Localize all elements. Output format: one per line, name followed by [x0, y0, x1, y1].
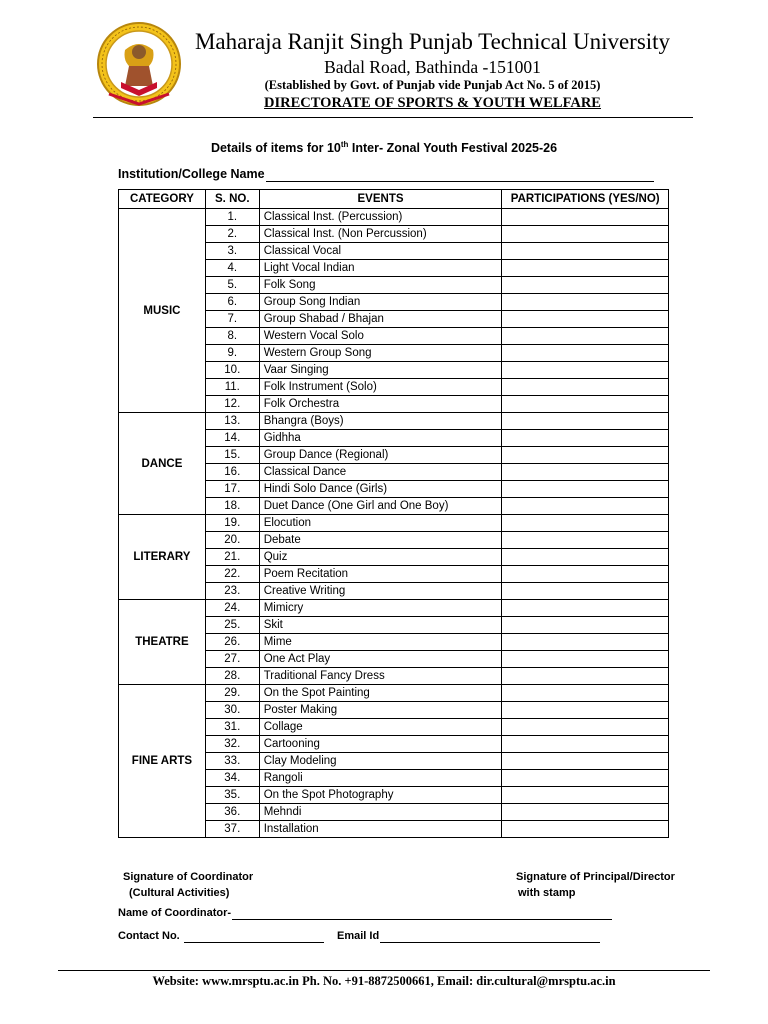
- event-name-cell: Debate: [259, 532, 502, 549]
- event-name-cell: Group Shabad / Bhajan: [259, 311, 502, 328]
- event-name-cell: Poster Making: [259, 702, 502, 719]
- email-field[interactable]: [380, 931, 600, 943]
- event-name-cell: Mehndi: [259, 804, 502, 821]
- participation-cell[interactable]: [502, 821, 669, 838]
- serial-number-cell: 17.: [205, 481, 259, 498]
- serial-number-cell: 21.: [205, 549, 259, 566]
- contact-field[interactable]: [184, 931, 324, 943]
- institution-label: Institution/College Name: [118, 167, 265, 181]
- header-divider: [93, 117, 693, 118]
- participation-cell[interactable]: [502, 549, 669, 566]
- event-name-cell: Classical Inst. (Non Percussion): [259, 226, 502, 243]
- serial-number-cell: 7.: [205, 311, 259, 328]
- event-name-cell: Group Dance (Regional): [259, 447, 502, 464]
- event-name-cell: One Act Play: [259, 651, 502, 668]
- serial-number-cell: 15.: [205, 447, 259, 464]
- participation-cell[interactable]: [502, 617, 669, 634]
- serial-number-cell: 23.: [205, 583, 259, 600]
- participation-cell[interactable]: [502, 447, 669, 464]
- principal-stamp-label: with stamp: [518, 887, 576, 899]
- event-name-cell: Vaar Singing: [259, 362, 502, 379]
- coordinator-signature-label: Signature of Coordinator: [123, 871, 254, 883]
- category-cell: MUSIC: [119, 209, 206, 413]
- footer-contact: Website: www.mrsptu.ac.in Ph. No. +91-8872500661, Email: dir.cultural@mrsptu.ac.in: [152, 974, 616, 988]
- university-name: Maharaja Ranjit Singh Punjab Technical University: [194, 29, 671, 54]
- participation-cell[interactable]: [502, 430, 669, 447]
- serial-number-cell: 33.: [205, 753, 259, 770]
- email-row: [337, 929, 600, 943]
- participation-cell[interactable]: [502, 379, 669, 396]
- serial-number-cell: 13.: [205, 413, 259, 430]
- coordinator-signature-block: [123, 869, 253, 901]
- serial-number-cell: 24.: [205, 600, 259, 617]
- participation-cell[interactable]: [502, 600, 669, 617]
- event-name-cell: Gidhha: [259, 430, 502, 447]
- serial-number-cell: 29.: [205, 685, 259, 702]
- header-participation: PARTICIPATIONS (YES/NO): [502, 190, 669, 209]
- event-name-cell: On the Spot Painting: [259, 685, 502, 702]
- event-name-cell: Poem Recitation: [259, 566, 502, 583]
- participation-cell[interactable]: [502, 787, 669, 804]
- serial-number-cell: 5.: [205, 277, 259, 294]
- event-name-cell: Duet Dance (One Girl and One Boy): [259, 498, 502, 515]
- participation-cell[interactable]: [502, 294, 669, 311]
- serial-number-cell: 20.: [205, 532, 259, 549]
- serial-number-cell: 6.: [205, 294, 259, 311]
- participation-cell[interactable]: [502, 566, 669, 583]
- serial-number-cell: 28.: [205, 668, 259, 685]
- email-label: Email Id: [337, 930, 380, 942]
- participation-cell[interactable]: [502, 804, 669, 821]
- event-name-cell: Light Vocal Indian: [259, 260, 502, 277]
- header-events: EVENTS: [259, 190, 502, 209]
- event-name-cell: Skit: [259, 617, 502, 634]
- table-row: [119, 600, 669, 617]
- event-name-cell: Folk Instrument (Solo): [259, 379, 502, 396]
- event-name-cell: Installation: [259, 821, 502, 838]
- event-name-cell: On the Spot Photography: [259, 787, 502, 804]
- event-name-cell: Traditional Fancy Dress: [259, 668, 502, 685]
- participation-cell[interactable]: [502, 481, 669, 498]
- event-name-cell: Western Group Song: [259, 345, 502, 362]
- event-name-cell: Cartooning: [259, 736, 502, 753]
- event-name-cell: Mime: [259, 634, 502, 651]
- participation-cell[interactable]: [502, 209, 669, 226]
- category-cell: LITERARY: [119, 515, 206, 600]
- participation-cell[interactable]: [502, 243, 669, 260]
- serial-number-cell: 26.: [205, 634, 259, 651]
- serial-number-cell: 34.: [205, 770, 259, 787]
- footer-divider: [58, 970, 710, 971]
- participation-cell[interactable]: [502, 770, 669, 787]
- participation-cell[interactable]: [502, 396, 669, 413]
- event-name-cell: Rangoli: [259, 770, 502, 787]
- contact-label: Contact No.: [118, 930, 180, 942]
- serial-number-cell: 12.: [205, 396, 259, 413]
- events-table: [118, 189, 669, 838]
- serial-number-cell: 19.: [205, 515, 259, 532]
- serial-number-cell: 8.: [205, 328, 259, 345]
- participation-cell[interactable]: [502, 634, 669, 651]
- contact-row: [118, 929, 324, 943]
- participation-cell[interactable]: [502, 668, 669, 685]
- participation-cell[interactable]: [502, 498, 669, 515]
- serial-number-cell: 4.: [205, 260, 259, 277]
- serial-number-cell: 36.: [205, 804, 259, 821]
- participation-cell[interactable]: [502, 226, 669, 243]
- participation-cell[interactable]: [502, 413, 669, 430]
- serial-number-cell: 10.: [205, 362, 259, 379]
- category-cell: DANCE: [119, 413, 206, 515]
- participation-cell[interactable]: [502, 345, 669, 362]
- event-name-cell: Classical Dance: [259, 464, 502, 481]
- table-header-row: [119, 190, 669, 209]
- serial-number-cell: 16.: [205, 464, 259, 481]
- university-address: Badal Road, Bathinda -151001: [324, 57, 541, 77]
- participation-cell[interactable]: [502, 362, 669, 379]
- event-name-cell: Elocution: [259, 515, 502, 532]
- event-name-cell: Folk Song: [259, 277, 502, 294]
- event-name-cell: Classical Vocal: [259, 243, 502, 260]
- event-name-cell: Creative Writing: [259, 583, 502, 600]
- table-row: [119, 685, 669, 702]
- coordinator-role-label: (Cultural Activities): [129, 887, 230, 899]
- event-name-cell: Mimicry: [259, 600, 502, 617]
- event-name-cell: Group Song Indian: [259, 294, 502, 311]
- participation-cell[interactable]: [502, 702, 669, 719]
- serial-number-cell: 37.: [205, 821, 259, 838]
- serial-number-cell: 32.: [205, 736, 259, 753]
- header-category: CATEGORY: [119, 190, 206, 209]
- serial-number-cell: 25.: [205, 617, 259, 634]
- participation-cell[interactable]: [502, 719, 669, 736]
- event-name-cell: Bhangra (Boys): [259, 413, 502, 430]
- serial-number-cell: 27.: [205, 651, 259, 668]
- coordinator-name-row: [118, 906, 612, 920]
- event-name-cell: Folk Orchestra: [259, 396, 502, 413]
- serial-number-cell: 35.: [205, 787, 259, 804]
- serial-number-cell: 9.: [205, 345, 259, 362]
- coordinator-name-label: Name of Coordinator-: [118, 907, 232, 919]
- serial-number-cell: 31.: [205, 719, 259, 736]
- principal-signature-block: [516, 869, 675, 901]
- participation-cell[interactable]: [502, 515, 669, 532]
- establishment-note: (Established by Govt. of Punjab vide Punjab Act No. 5 of 2015): [264, 78, 601, 92]
- event-name-cell: Quiz: [259, 549, 502, 566]
- serial-number-cell: 18.: [205, 498, 259, 515]
- serial-number-cell: 3.: [205, 243, 259, 260]
- coordinator-name-field[interactable]: [232, 908, 612, 920]
- participation-cell[interactable]: [502, 736, 669, 753]
- institution-name-field[interactable]: [266, 168, 654, 182]
- directorate-title: DIRECTORATE OF SPORTS & YOUTH WELFARE: [264, 95, 601, 111]
- participation-cell[interactable]: [502, 685, 669, 702]
- participation-cell[interactable]: [502, 583, 669, 600]
- serial-number-cell: 14.: [205, 430, 259, 447]
- participation-cell[interactable]: [502, 311, 669, 328]
- form-title: Details of items for 10th Inter- Zonal Youth Festival 2025-26: [210, 140, 558, 156]
- table-row: [119, 209, 669, 226]
- category-cell: THEATRE: [119, 600, 206, 685]
- event-name-cell: Clay Modeling: [259, 753, 502, 770]
- participation-cell[interactable]: [502, 328, 669, 345]
- serial-number-cell: 11.: [205, 379, 259, 396]
- header-sno: S. NO.: [205, 190, 259, 209]
- serial-number-cell: 2.: [205, 226, 259, 243]
- serial-number-cell: 30.: [205, 702, 259, 719]
- table-row: [119, 413, 669, 430]
- participation-cell[interactable]: [502, 651, 669, 668]
- event-name-cell: Collage: [259, 719, 502, 736]
- table-row: [119, 515, 669, 532]
- participation-cell[interactable]: [502, 753, 669, 770]
- event-name-cell: Western Vocal Solo: [259, 328, 502, 345]
- serial-number-cell: 22.: [205, 566, 259, 583]
- participation-cell[interactable]: [502, 532, 669, 549]
- category-cell: FINE ARTS: [119, 685, 206, 838]
- participation-cell[interactable]: [502, 260, 669, 277]
- institution-row: [118, 166, 654, 182]
- serial-number-cell: 1.: [205, 209, 259, 226]
- participation-cell[interactable]: [502, 464, 669, 481]
- university-logo: [95, 20, 183, 112]
- event-name-cell: Classical Inst. (Percussion): [259, 209, 502, 226]
- principal-signature-label: Signature of Principal/Director: [516, 871, 675, 883]
- event-name-cell: Hindi Solo Dance (Girls): [259, 481, 502, 498]
- participation-cell[interactable]: [502, 277, 669, 294]
